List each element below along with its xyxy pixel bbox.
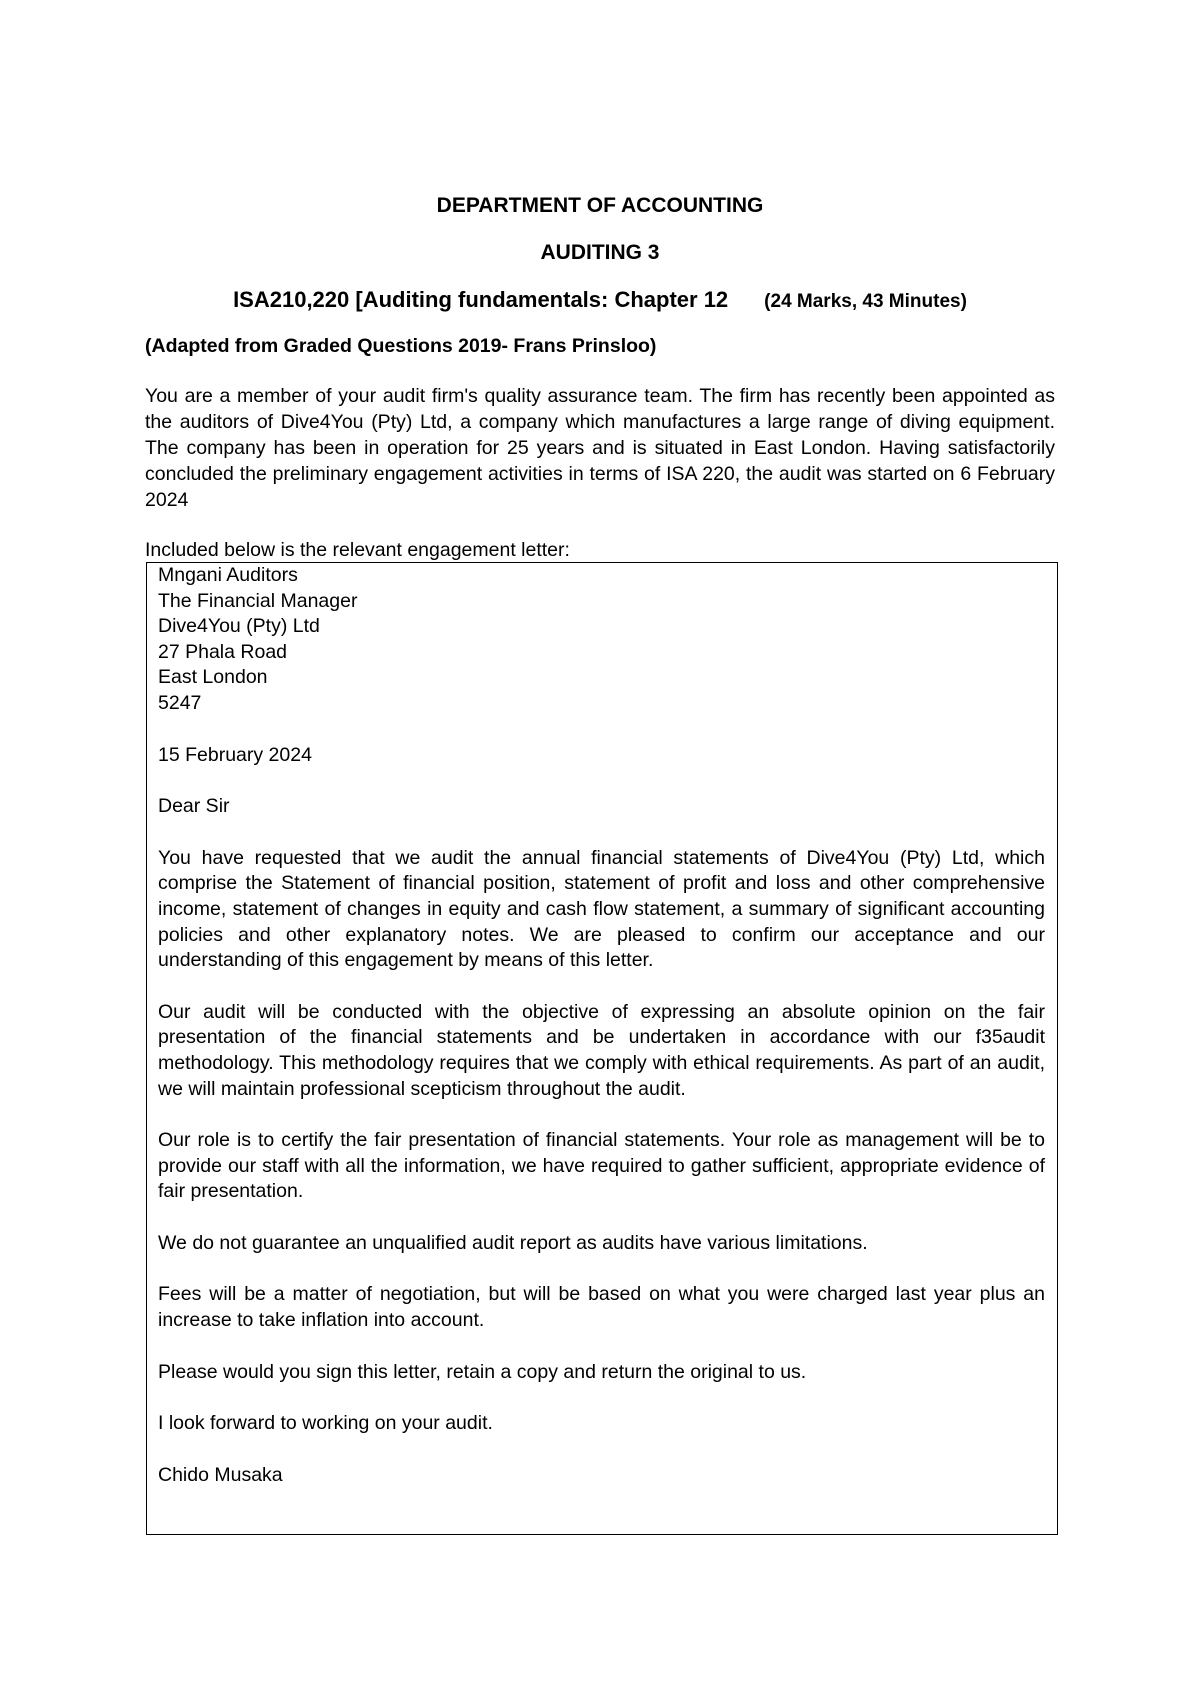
engagement-letter — [146, 562, 1058, 1535]
source-attribution: (Adapted from Graded Questions 2019- Frans Prinsloo) — [145, 335, 657, 357]
topic-heading — [0, 287, 1200, 313]
letter-paragraph: Our role is to certify the fair presentation of financial statements. Your role as management will be to provide our staff with all the information, we have required to gather sufficient, appropriate evidence of fair presentation. — [158, 1129, 1045, 1203]
address-line: 5247 — [158, 691, 202, 714]
address-line: The Financial Manager — [158, 589, 358, 612]
included-line: Included below is the relevant engagement letter: — [145, 539, 570, 561]
letter-paragraph: You have requested that we audit the annual financial statements of Dive4You (Pty) Ltd, which comprise the Statement of financial position, statement of profit and loss and other comprehensive income, statement of changes in equity and cash flow statement, a summary of significant accounting policies and other explanatory notes. We are pleased to confirm our acceptance and our understanding of this engagement by means of this letter. — [158, 846, 1045, 972]
letter-paragraph: I look forward to working on your audit. — [158, 1412, 493, 1435]
letter-signature: Chido Musaka — [158, 1463, 283, 1486]
marks-label: (24 Marks, 43 Minutes) — [764, 291, 967, 312]
address-line: Dive4You (Pty) Ltd — [158, 615, 320, 638]
letter-paragraph: Please would you sign this letter, retain a copy and return the original to us. — [158, 1360, 807, 1383]
address-line: East London — [158, 666, 268, 689]
letter-date: 15 February 2024 — [158, 743, 312, 766]
department-heading: DEPARTMENT OF ACCOUNTING — [436, 194, 764, 217]
course-heading: AUDITING 3 — [540, 241, 660, 264]
intro-paragraph: You are a member of your audit firm's quality assurance team. The firm has recently been appointed as the auditors of Dive4You (Pty) Ltd, a company which manufactures a large range of diving equipment. The company has been in operation for 25 years and is situated in East London. Having satisfactorily concluded the preliminary engagement activities in terms of ISA 220, the audit was started on 6 February 2024 — [145, 385, 1055, 511]
letter-paragraph: Our audit will be conducted with the objective of expressing an absolute opinion on the fair presentation of the financial statements and be undertaken in accordance with our f35audit methodology. This methodology requires that we comply with ethical requirements. As part of an audit, we will maintain professional scepticism throughout the audit. — [158, 1000, 1045, 1100]
letter-paragraph: We do not guarantee an unqualified audit report as audits have various limitations. — [158, 1231, 868, 1254]
letter-sender: Mngani Auditors — [158, 564, 298, 586]
address-line: 27 Phala Road — [158, 640, 288, 663]
topic-title: ISA210,220 [Auditing fundamentals: Chapter 12 — [233, 287, 729, 312]
letter-salutation: Dear Sir — [158, 795, 230, 818]
letter-paragraph: Fees will be a matter of negotiation, but will be based on what you were charged last year plus an increase to take inflation into account. — [158, 1283, 1045, 1332]
